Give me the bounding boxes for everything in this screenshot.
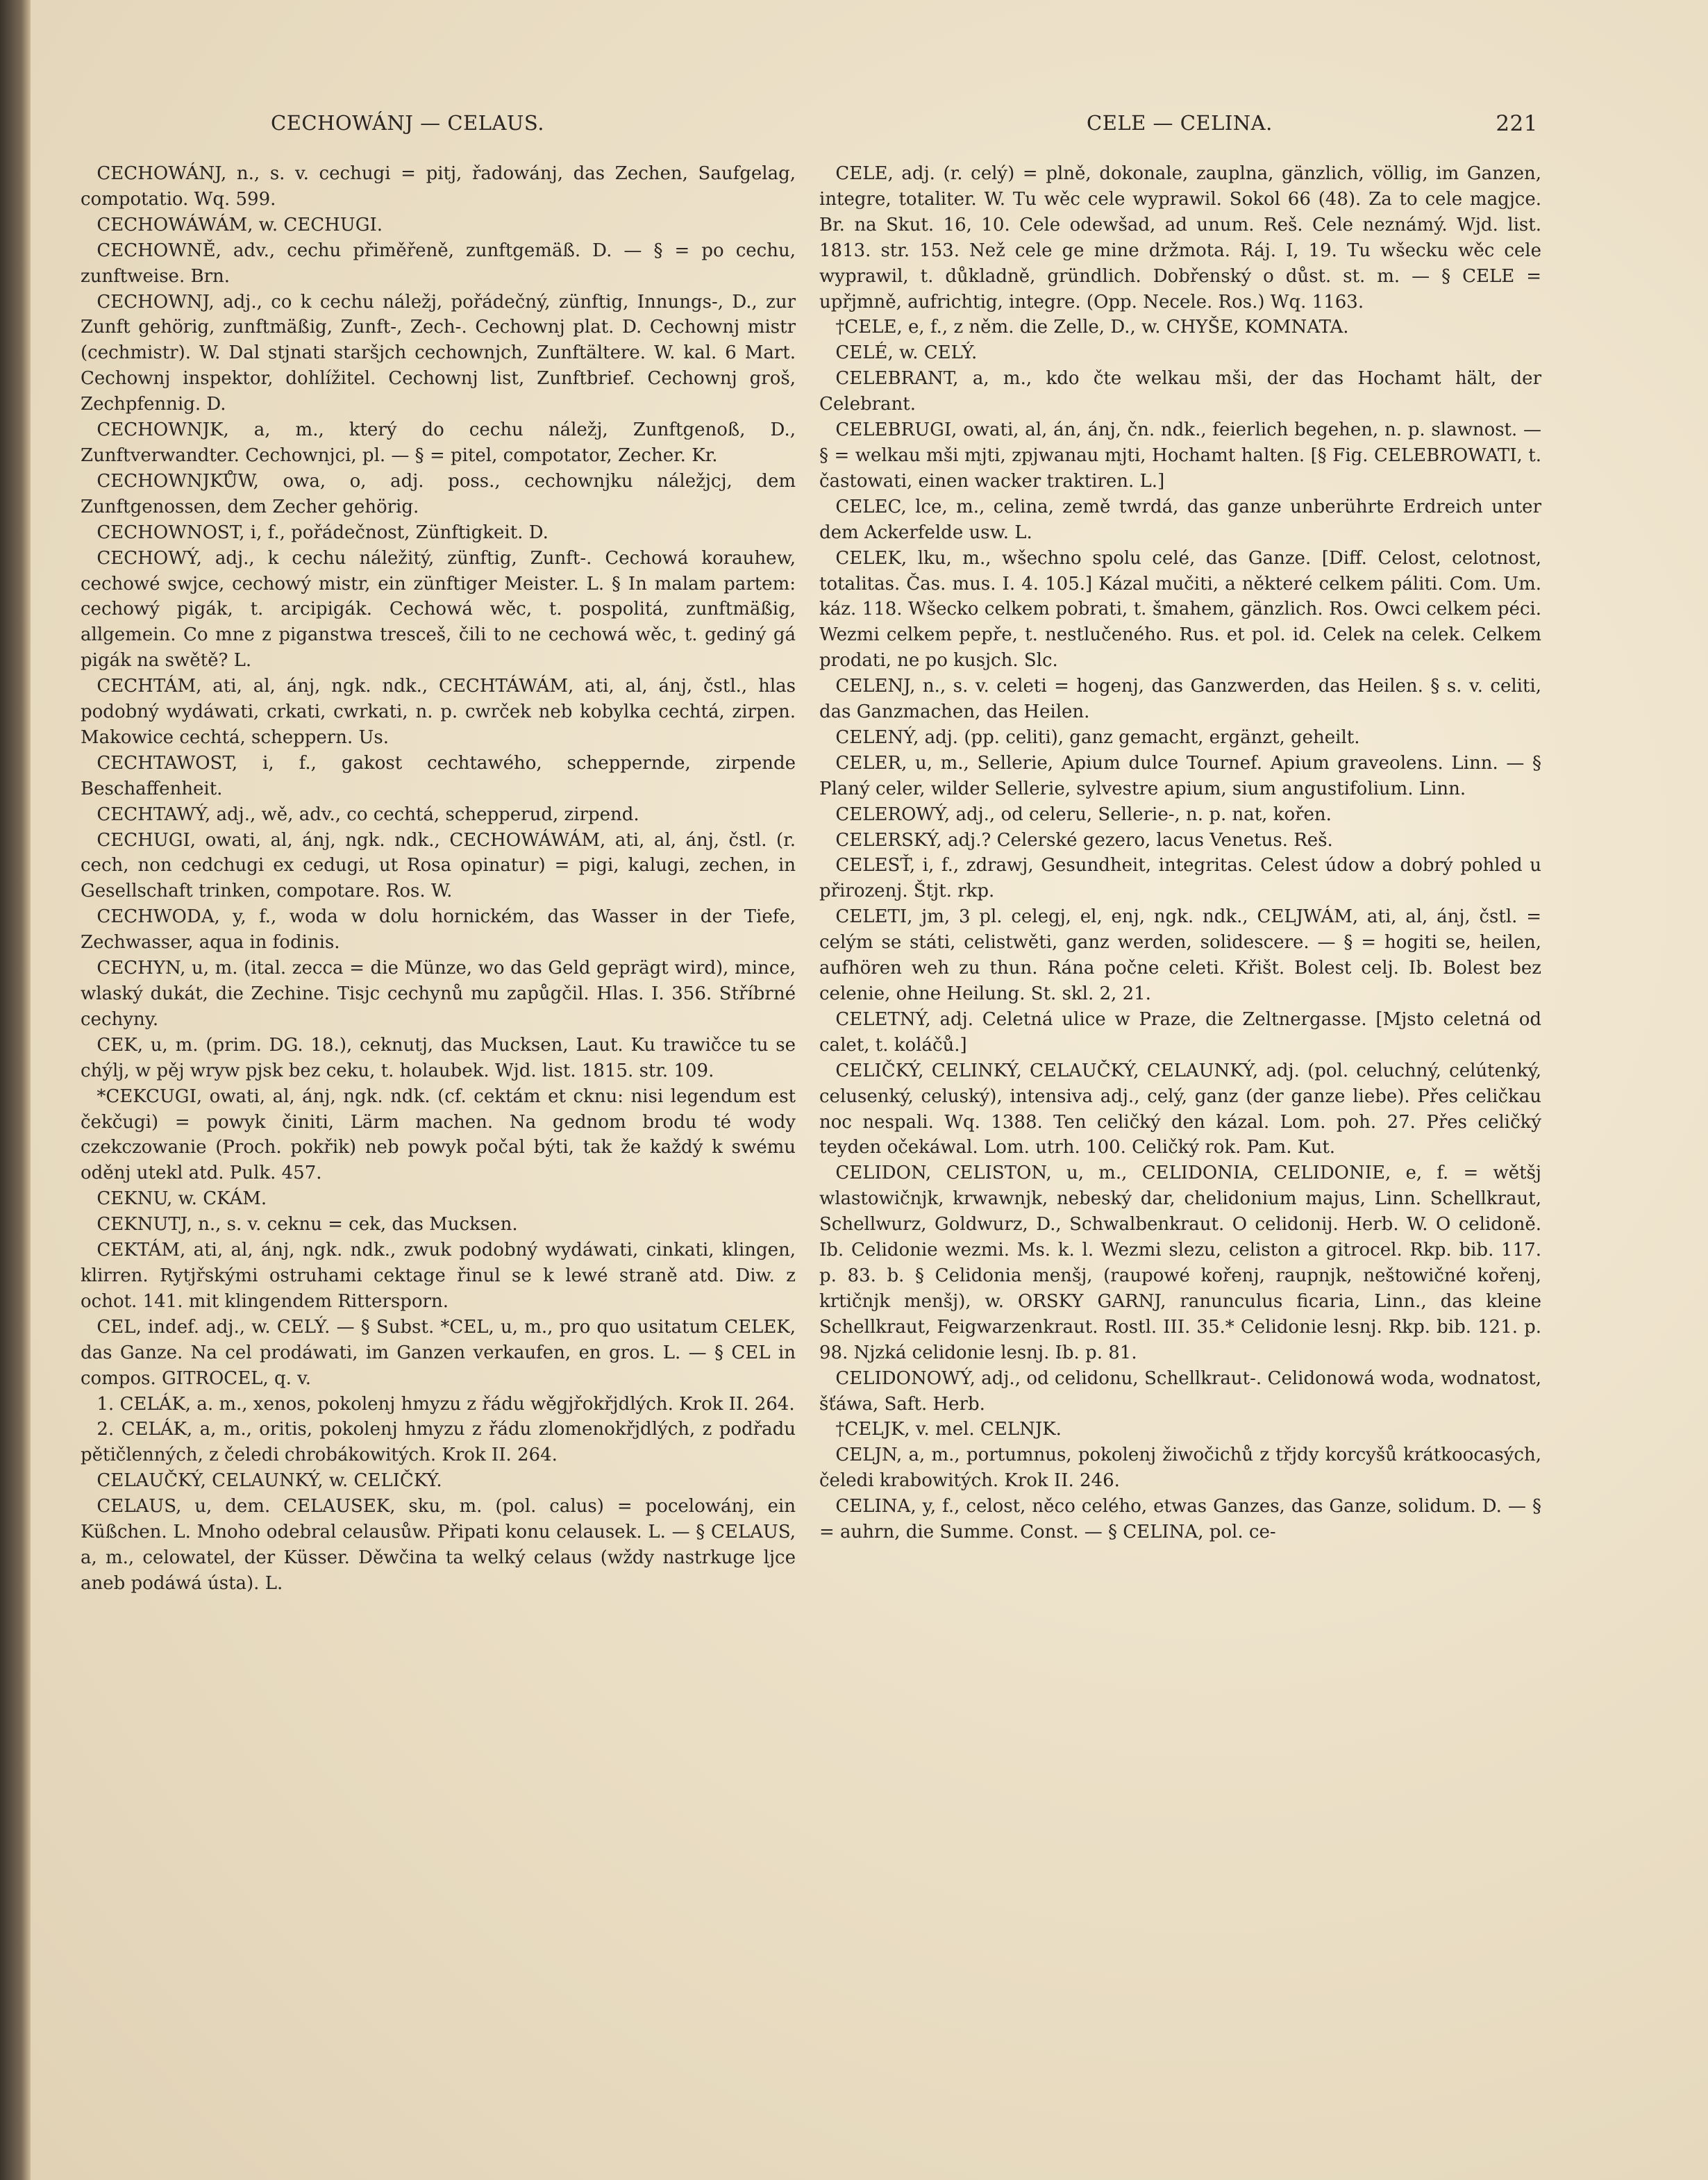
dictionary-entry: CELIDONOWÝ, adj., od celidonu, Schellkraut-. Celidonowá woda, wodnatost, šťáwa, Saft. Herb. [819,1367,1541,1415]
dictionary-entry: CELENÝ, adj. (pp. celiti), ganz gemacht, ergänzt, geheilt. [835,726,1360,748]
dictionary-entry: CECHYN, u, m. (ital. zecca = die Münze, wo das Geld geprägt wird), mince, wlaský dukát, die Zechine. Tisjc cechynů mu zapůgčil. Hlas. I. 356. Stříbrné cechyny. [81,958,796,1030]
dictionary-entry: CECHOWNĚ, adv., cechu přiměřeně, zunftgemäß. D. — § = po cechu, zunftweise. Brn. [81,240,796,287]
page-number: 221 [1496,111,1538,136]
dictionary-entry: *CEKCUGI, owati, al, ánj, ngk. ndk. (cf. cektám et cknu: nisi legendum est čekčugi) = powyk činiti, Lärm machen. Na gednom brodu té wody czekczowanie (Proch. pokřik) neb powyk počal býti, tak že každý k swému oděnj utekl atd. Pulk. 457. [81,1085,796,1184]
dictionary-entry: CECHOWNJK, a, m., který do cechu náležj, Zunftgenoß, D., Zunftverwandter. Cechownjci, pl. — § = pitel, compotator, Zecher. Kr. [81,419,796,466]
dictionary-entry: CECHOWNOST, i, f., pořádečnost, Zünftigkeit. D. [97,522,549,543]
dictionary-entry: CEL, indef. adj., w. CELÝ. — § Subst. *CEL, u, m., pro quo usitatum CELEK, das Ganze. Na cel prodáwati, im Ganzen verkaufen, en gros. L. — § CEL in compos. GITROCEL, q. v. [81,1316,796,1389]
dictionary-entry: CELERSKÝ, adj.? Celerské gezero, lacus Venetus. Reš. [835,829,1333,851]
dictionary-entry: CELINA, y, f., celost, něco celého, etwas Ganzes, das Ganze, solidum. D. — § = auhrn, die Summe. Const. — § CELINA, pol. ce- [819,1496,1541,1543]
dictionary-entry: CELEROWÝ, adj., od celeru, Sellerie-, n. p. nat, kořen. [835,804,1332,825]
dictionary-entry: †CELJK, v. mel. CELNJK. [835,1419,1062,1440]
dictionary-entry: CELIDON, CELISTON, u, m., CELIDONIA, CELIDONIE, e, f. = wětšj wlastowičnjk, krwawnjk, nebeský dar, chelidonium majus, Linn. Schellkraut, Schellwurz, Goldwurz, D., Schwalbenkraut. O celidonij. Herb. W. O celidoně. Ib. Celidonie wezmi. Ms. k. l. Wezmi slezu, celiston a gitrocel. Rkp. bib. 117. p. 83. b. § Celidonia menšj, (raupowé kořenj, raupnjk, neštowičné kořenj, krtičnjk menšj), w. ORSKY GARNJ, ranunculus ficaria, Linn., das kleine Schellkraut, Feigwarzenkraut. Rostl. III. 35.* Celidonie lesnj. Rkp. bib. 121. p. 98. Njzká celidonie lesnj. Ib. p. 81. [819,1163,1541,1363]
dictionary-entry: CELENJ, n., s. v. celeti = hogenj, das Ganzwerden, das Heilen. § s. v. celiti, das Ganzmachen, das Heilen. [819,676,1541,723]
dictionary-entry: CELAUČKÝ, CELAUNKÝ, w. CELIČKÝ. [97,1470,442,1492]
dictionary-entry: CECHOWÁNJ, n., s. v. cechugi = pitj, řadowánj, das Zechen, Saufgelag, compotatio. Wq. 599. [81,163,796,210]
dictionary-entry: CELESŤ, i, f., zdrawj, Gesundheit, integritas. Celest údow a dobrý pohled u přirozenj. Štjt. rkp. [819,855,1541,902]
dictionary-entry: CELIČKÝ, CELINKÝ, CELAUČKÝ, CELAUNKÝ, adj. (pol. celuchný, celútenký, celusenký, celuský), intensiva adj., celý, ganz (der ganze liebe). Přes celičkau noc nespali. Wq. 1388. Ten celičký den kázal. Lom. poh. 27. Přes celičký teyden očekáwal. Lom. utrh. 100. Celičký rok. Pam. Kut. [819,1060,1541,1158]
dictionary-page [31,0,1708,2180]
dictionary-entry: CECHTAWOST, i, f., gakost cechtawého, scheppernde, zirpende Beschaffenheit. [81,752,796,799]
dictionary-entry: CECHTAWÝ, adj., wě, adv., co cechtá, schepperud, zirpend. [97,804,639,825]
dictionary-entry: CELEC, lce, m., celina, země twrdá, das ganze unberührte Erdreich unter dem Ackerfelde usw. L. [819,496,1541,543]
dictionary-entry: CELEK, lku, m., wšechno spolu celé, das Ganze. [Diff. Celost, celotnost, totalitas. Čas. mus. I. 4. 105.] Kázal mučiti, a některé celkem páliti. Com. Um. káz. 118. Wšecko celkem pobrati, t. šmahem, gänzlich. Ros. Owci celkem péci. Wezmi celkem pepře, t. nestlučeného. Rus. et pol. id. Celek na celek. Celkem prodati, ne po kusjch. Slc. [819,547,1541,672]
dictionary-entry: CELETNÝ, adj. Celetná ulice w Praze, die Zeltnergasse. [Mjsto celetná od calet, t. koláčů.] [819,1008,1541,1056]
dictionary-entry: CELEBRANT, a, m., kdo čte welkau mši, der das Hochamt hält, der Celebrant. [819,368,1541,415]
book-spine-shadow [0,0,31,2180]
dictionary-entry: CELJN, a, m., portumnus, pokolenj žiwočichů z třjdy korcyšů krátkoocasých, čeledi krabowitých. Krok II. 246. [819,1445,1541,1492]
dictionary-entry: CELER, u, m., Sellerie, Apium dulce Tournef. Apium graveolens. Linn. — § Planý celer, wilder Sellerie, sylvestre apium, sium angustifolium. Linn. [819,752,1541,799]
dictionary-entry: CELEBRUGI, owati, al, án, ánj, čn. ndk., feierlich begehen, n. p. slawnost. — § = welkau mši mjti, zpjwanau mjti, Hochamt halten. [§ Fig. CELEBROWATI, t. častowati, einen wacker traktiren. L.] [819,419,1541,492]
dictionary-entry: CEKTÁM, ati, al, ánj, ngk. ndk., zwuk podobný wydáwati, cinkati, klingen, klirren. Rytjřskými ostruhami cektage řinul se k lewé straně atd. Diw. z ochot. 141. mit klingendem Rittersporn. [81,1240,796,1312]
running-head-left: CECHOWÁNJ — CELAUS. [271,111,544,135]
running-head-right: CELE — CELINA. [1087,111,1273,135]
dictionary-entry: CECHOWÝ, adj., k cechu náležitý, zünftig, Zunft-. Cechowá korauhew, cechowé swjce, cechowý mistr, ein zünftiger Meister. L. § In malam partem: cechowý pigák, t. arcipigák. Cechowá wěc, t. pospolitá, zunftmäßig, allgemein. Co mne z piganstwa tresceš, čili to ne cechowá wěc, t. gediný gá pigák na swětě? L. [81,547,796,672]
dictionary-entry: CECHUGI, owati, al, ánj, ngk. ndk., CECHOWÁWÁM, ati, al, ánj, čstl. (r. cech, non cedchugi ex cedugi, ut Rosa opinatur) = pigi, kalugi, zechen, in Gesellschaft trinken, compotare. Ros. W. [81,829,796,902]
dictionary-entry: 2. CELÁK, a, m., oritis, pokolenj hmyzu z řádu zlomenokřjdlých, z podřadu pětičlenných, z čeledi chrobákowitých. Krok II. 264. [81,1419,796,1466]
dictionary-entry: 1. CELÁK, a. m., xenos, pokolenj hmyzu z řádu wěgjřokřjdlých. Krok II. 264. [97,1393,795,1415]
dictionary-entry: †CELE, e, f., z něm. die Zelle, D., w. CHYŠE, KOMNATA. [835,317,1349,338]
dictionary-entry: CELÉ, w. CELÝ. [835,342,978,364]
dictionary-entry: CELE, adj. (r. celý) = plně, dokonale, zauplna, gänzlich, völlig, im Ganzen, integre, totaliter. W. Tu wěc cele wyprawil. Sokol 66 (48). Za to cele magjce. Br. na Skut. 16, 10. Cele odewšad, ad unum. Reš. Cele neznámý. Wjd. list. 1813. str. 153. Než cele ge mine držmota. Ráj. I, 19. Tu wšecku wěc cele wyprawil, t. důkladně, gründlich. Dobřenský o důst. st. m. — § CELE = upřjmně, aufrichtig, integre. (Opp. Necele. Ros.) Wq. 1163. [819,163,1541,313]
dictionary-entry: CEKNUTJ, n., s. v. ceknu = cek, das Mucksen. [97,1214,518,1235]
dictionary-entry: CECHTÁM, ati, al, ánj, ngk. ndk., CECHTÁWÁM, ati, al, ánj, čstl., hlas podobný wydáwati, crkati, cwrkati, n. p. cwrček neb kobylka cechtá, zirpen. Makowice cechtá, scheppern. Us. [81,676,796,748]
dictionary-entry: CECHOWNJKŮW, owa, o, adj. poss., cechownjku náležjcj, dem Zunftgenossen, dem Zecher gehörig. [81,470,796,517]
dictionary-entry: CELAUS, u, dem. CELAUSEK, sku, m. (pol. calus) = pocelowánj, ein Küßchen. L. Mnoho odebral celausůw. Připati konu celausek. L. — § CELAUS, a, m., celowatel, der Küsser. Děwčina ta welký celaus (wždy nastrkuge ljce aneb podáwá ústa). L. [81,1496,796,1594]
left-column [81,161,796,1597]
dictionary-entry: CEK, u, m. (prim. DG. 18.), ceknutj, das Mucksen, Laut. Ku trawičce tu se chýlj, w pěj wryw pjsk bez ceku, t. holaubek. Wjd. list. 1815. str. 109. [81,1034,796,1081]
dictionary-entry: CECHOWÁWÁM, w. CECHUGI. [97,214,383,235]
dictionary-entry: CECHWODA, y, f., woda w dolu hornickém, das Wasser in der Tiefe, Zechwasser, aqua in fodinis. [81,906,796,954]
right-column [819,161,1541,1545]
dictionary-entry: CEKNU, w. CKÁM. [97,1188,267,1210]
dictionary-entry: CELETI, jm, 3 pl. celegj, el, enj, ngk. ndk., CELJWÁM, ati, al, ánj, čstl. = celým se státi, celistwěti, ganz werden, solidescere. — § = hogiti se, heilen, aufhören weh zu thun. Rána počne celeti. Křišt. Bolest celj. Ib. Bolest bez celenie, ohne Heilung. St. skl. 2, 21. [819,906,1541,1004]
dictionary-entry: CECHOWNJ, adj., co k cechu náležj, pořádečný, zünftig, Innungs-, D., zur Zunft gehörig, zunftmäßig, Zunft-, Zech-. Cechownj plat. D. Cechownj mistr (cechmistr). W. Dal stjnati staršjch cechownjch, Zunftältere. W. kal. 6 Mart. Cechownj inspektor, dohlížitel. Cechownj list, Zunftbrief. Cechownj groš, Zechpfennig. D. [81,291,796,415]
